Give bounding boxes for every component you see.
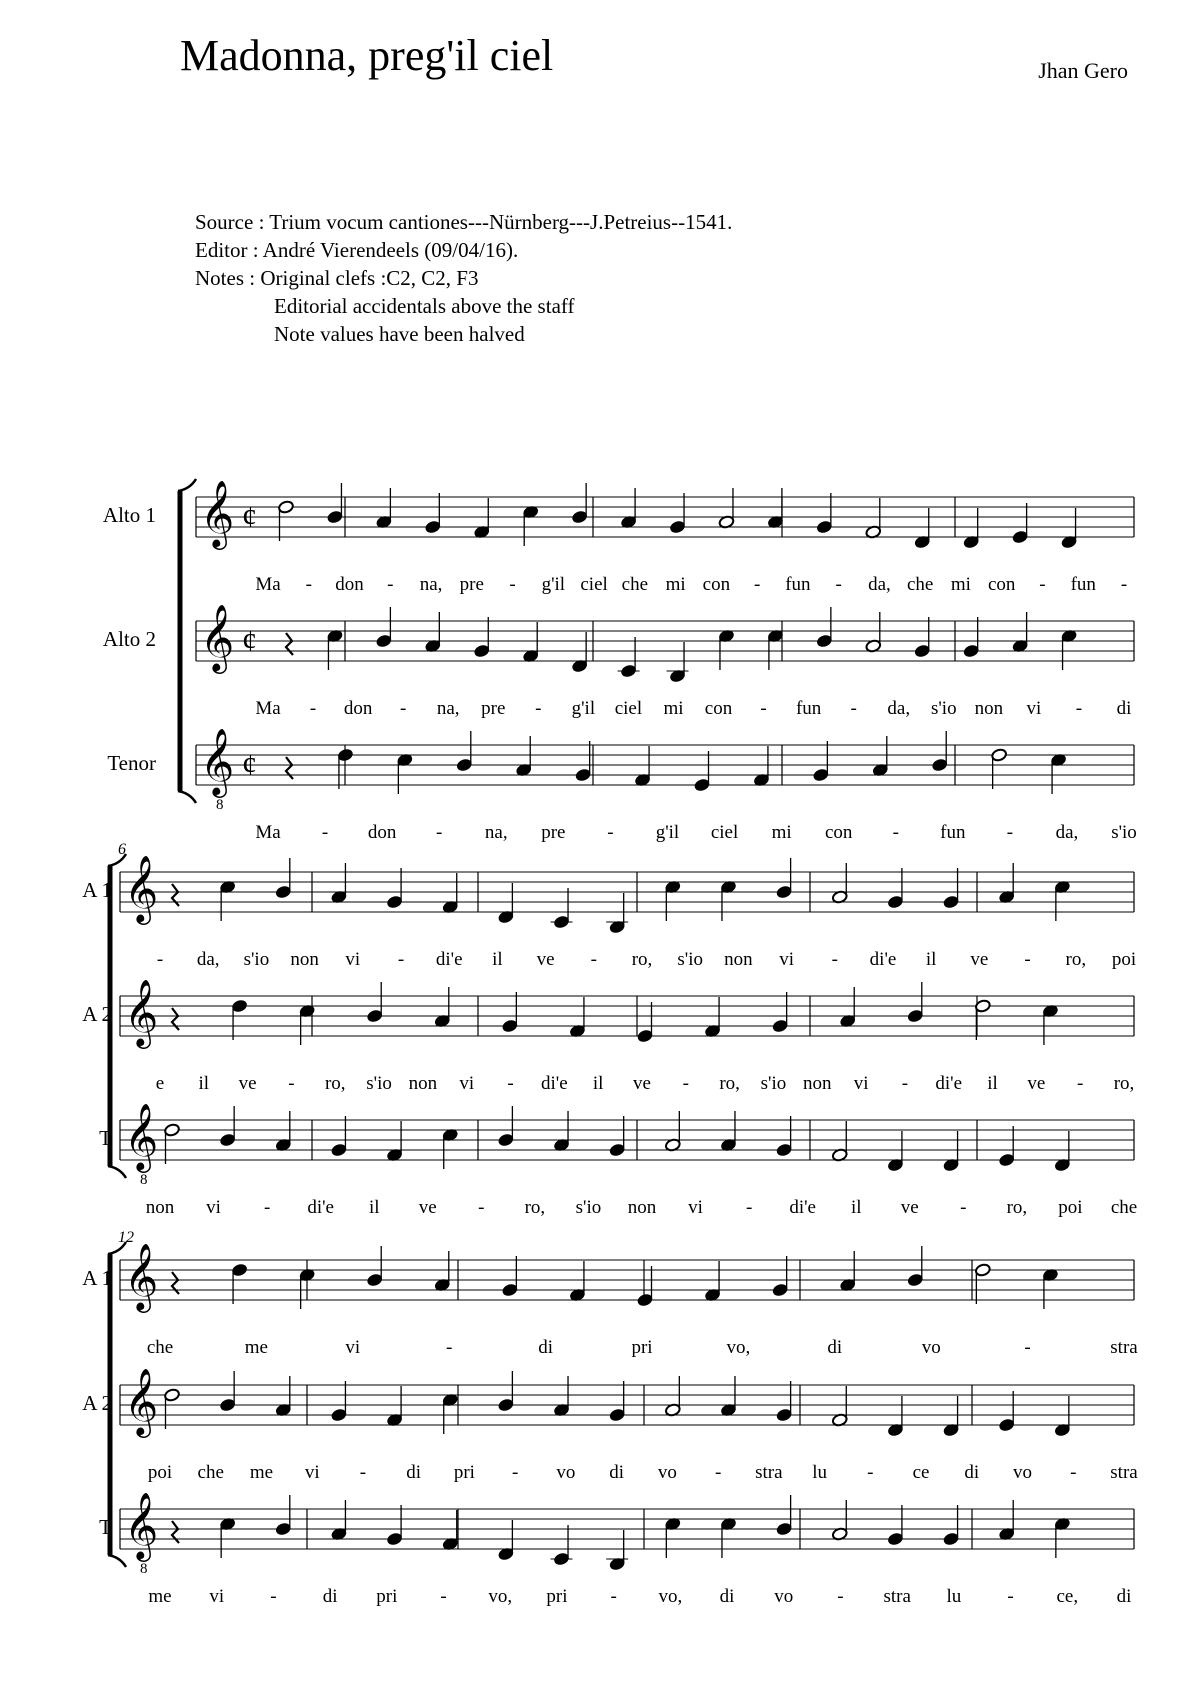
note-head bbox=[991, 748, 1008, 762]
lyric-syllable: da, bbox=[196, 949, 220, 970]
note-head bbox=[609, 1143, 626, 1157]
lyric-syllable: mi bbox=[663, 698, 684, 719]
lyric-syllable: don bbox=[343, 698, 373, 719]
lyric-syllable: - bbox=[156, 949, 164, 970]
treble-clef-icon: 𝄞 bbox=[124, 1104, 159, 1169]
lyric-syllable: s'io bbox=[930, 698, 957, 719]
lyric-syllable: ve bbox=[633, 1073, 651, 1094]
lyric-syllable: vi bbox=[459, 1073, 475, 1094]
clef-octave-marker: 8 bbox=[216, 797, 224, 813]
lyric-syllable: fun bbox=[1070, 574, 1096, 595]
lyric-syllable: pri bbox=[546, 1586, 568, 1607]
lyric-syllable: ciel bbox=[580, 574, 608, 595]
note-head bbox=[772, 1019, 789, 1033]
lyric-syllable: - bbox=[1120, 574, 1128, 595]
lyric-syllable: me bbox=[148, 1586, 172, 1607]
lyric-syllable: di bbox=[827, 1337, 843, 1358]
lyric-syllable: vi bbox=[304, 1462, 320, 1483]
lyric-syllable: Ma bbox=[255, 822, 281, 843]
lyric-syllable: - bbox=[440, 1586, 447, 1607]
note-head bbox=[231, 1263, 248, 1277]
note-head bbox=[907, 1009, 924, 1023]
lyric-syllable: s'io bbox=[760, 1073, 787, 1094]
note-head bbox=[275, 885, 292, 899]
lyric-syllable: - bbox=[309, 698, 317, 719]
lyric-syllable: na, bbox=[436, 698, 460, 719]
note-head bbox=[498, 1398, 515, 1412]
lyric-syllable: vi bbox=[209, 1586, 225, 1607]
part-name: A 2 bbox=[82, 1391, 112, 1415]
treble-clef-icon: 𝄞 bbox=[200, 481, 235, 546]
lyric-syllable: - bbox=[1007, 1586, 1014, 1607]
lyric-syllable: poi bbox=[1058, 1197, 1083, 1218]
lyric-syllable: - bbox=[1039, 574, 1046, 595]
lyric-syllable: che bbox=[621, 574, 649, 595]
lyric-syllable: - bbox=[1006, 822, 1014, 843]
lyric-syllable: g'il bbox=[571, 698, 596, 719]
lyric-syllable: che bbox=[1110, 1197, 1138, 1218]
lyric-syllable: ro, bbox=[719, 1073, 740, 1094]
lyric-syllable: vo bbox=[556, 1462, 576, 1483]
part-name: Alto 1 bbox=[102, 503, 156, 527]
lyric-syllable: vi bbox=[206, 1197, 221, 1218]
lyric-syllable: me bbox=[249, 1462, 274, 1483]
clef-octave-marker: 8 bbox=[140, 1561, 148, 1577]
treble-clef-icon: 𝄞 bbox=[124, 1244, 159, 1309]
lyric-syllable: di bbox=[322, 1586, 338, 1607]
lyric-syllable: mi bbox=[771, 822, 792, 843]
lyric-syllable: - bbox=[753, 574, 761, 595]
lyric-syllable: vi bbox=[779, 949, 794, 970]
lyric-syllable: - bbox=[305, 574, 312, 595]
lyric-syllable: - bbox=[399, 698, 407, 719]
part-name: Tenor bbox=[107, 751, 156, 775]
lyric-syllable: g'il bbox=[655, 822, 680, 843]
lyric-syllable: s'io bbox=[243, 949, 270, 970]
lyric-syllable: don bbox=[335, 574, 364, 595]
lyric-syllable: - bbox=[1070, 1462, 1077, 1483]
lyric-syllable: non bbox=[803, 1073, 832, 1094]
lyric-syllable: - bbox=[359, 1462, 367, 1483]
part-name: T bbox=[99, 1515, 112, 1539]
rest-icon bbox=[286, 757, 293, 779]
lyric-syllable: pre bbox=[541, 822, 566, 843]
treble-clef-icon: 𝄞 bbox=[200, 729, 235, 794]
lyric-syllable: con bbox=[824, 822, 853, 843]
rest-icon bbox=[172, 1008, 179, 1030]
lyric-syllable: di bbox=[1116, 1586, 1132, 1607]
note-head bbox=[963, 644, 980, 658]
notes-line: Notes : Original clefs :C2, C2, F3 bbox=[195, 266, 479, 290]
lyric-syllable: mi bbox=[665, 574, 686, 595]
lyric-syllable: - bbox=[387, 574, 394, 595]
lyric-syllable: ciel bbox=[710, 822, 739, 843]
lyric-syllable: di'e bbox=[307, 1197, 334, 1218]
lyric-syllable: poi bbox=[147, 1462, 173, 1483]
lyric-syllable: vo, bbox=[488, 1586, 513, 1607]
lyric-syllable: il bbox=[925, 949, 937, 970]
lyric-syllable: - bbox=[837, 1586, 844, 1607]
lyric-syllable: di'e bbox=[869, 949, 897, 970]
lyric-syllable: lu bbox=[812, 1462, 827, 1483]
note-head bbox=[327, 510, 344, 524]
lyric-syllable: ro, bbox=[1065, 949, 1087, 970]
lyric-syllable: vo bbox=[774, 1586, 794, 1607]
lyric-syllable: vi bbox=[853, 1073, 869, 1094]
note-head bbox=[575, 768, 592, 782]
lyric-syllable: me bbox=[244, 1337, 269, 1358]
lyric-syllable: di'e bbox=[435, 949, 463, 970]
lyric-syllable: ve bbox=[900, 1197, 919, 1218]
note-head bbox=[694, 778, 711, 792]
treble-clef-icon: 𝄞 bbox=[124, 980, 159, 1045]
lyric-syllable: - bbox=[714, 1462, 722, 1483]
lyric-syllable: vi bbox=[688, 1197, 703, 1218]
time-signature: ¢ bbox=[242, 749, 257, 782]
lyric-syllable: ve bbox=[536, 949, 555, 970]
lyric-syllable: - bbox=[607, 822, 614, 843]
lyric-syllable: con bbox=[702, 574, 731, 595]
bracket-bottom-hook bbox=[178, 791, 196, 803]
lyric-syllable: ro, bbox=[1113, 1073, 1135, 1094]
lyric-syllable: il bbox=[592, 1073, 604, 1094]
lyric-syllable: fun bbox=[795, 698, 822, 719]
note-head bbox=[386, 1532, 403, 1546]
lyric-syllable: di bbox=[538, 1337, 553, 1358]
note-head bbox=[998, 1153, 1015, 1167]
lyric-syllable: - bbox=[270, 1586, 277, 1607]
lyric-syllable: stra bbox=[755, 1462, 783, 1483]
lyric-syllable: lu bbox=[946, 1586, 962, 1607]
lyric-syllable: di bbox=[964, 1462, 980, 1483]
lyric-syllable: - bbox=[1024, 1337, 1031, 1358]
note-head bbox=[637, 1293, 654, 1307]
note-head bbox=[776, 1522, 793, 1536]
note-head bbox=[498, 1133, 515, 1147]
lyric-syllable: il bbox=[492, 949, 503, 970]
source-line: Source : Trium vocum cantiones---Nürnberg---J.Petreius--1541. bbox=[195, 210, 733, 234]
lyric-syllable: - bbox=[610, 1586, 617, 1607]
note-head bbox=[637, 1029, 654, 1043]
lyric-syllable: - bbox=[1024, 949, 1031, 970]
clef-octave-marker: 8 bbox=[140, 1172, 148, 1188]
lyric-syllable: fun bbox=[785, 574, 811, 595]
note-head bbox=[998, 1418, 1015, 1432]
measure-number: 12 bbox=[118, 1229, 134, 1246]
note-head bbox=[502, 1283, 519, 1297]
lyric-syllable: di'e bbox=[935, 1073, 963, 1094]
lyric-syllable: Ma bbox=[255, 574, 281, 595]
lyric-syllable: vi bbox=[345, 1337, 361, 1358]
page-title: Madonna, preg'il ciel bbox=[180, 31, 554, 80]
lyric-syllable: che bbox=[907, 574, 934, 595]
lyric-syllable: - bbox=[507, 1073, 514, 1094]
lyric-syllable: vo, bbox=[726, 1337, 751, 1358]
lyric-syllable: - bbox=[760, 698, 767, 719]
note-head bbox=[164, 1388, 181, 1402]
lyric-syllable: non bbox=[290, 949, 319, 970]
editor-line: Editor : André Vierendeels (09/04/16). bbox=[195, 238, 519, 262]
note-head bbox=[571, 510, 588, 524]
note-head bbox=[473, 644, 490, 658]
lyric-syllable: da, bbox=[887, 698, 911, 719]
lyric-syllable: di bbox=[1116, 698, 1132, 719]
lyric-syllable: - bbox=[1077, 1073, 1084, 1094]
composer-name: Jhan Gero bbox=[1038, 58, 1128, 83]
lyric-syllable: non bbox=[408, 1073, 438, 1094]
note-head bbox=[776, 1143, 793, 1157]
time-signature: ¢ bbox=[242, 625, 257, 658]
rest-icon bbox=[172, 1272, 179, 1294]
lyric-syllable: s'io bbox=[677, 949, 704, 970]
note-head bbox=[943, 895, 960, 909]
note-head bbox=[776, 1408, 793, 1422]
note-head bbox=[816, 634, 833, 648]
lyric-syllable: - bbox=[511, 1462, 519, 1483]
lyric-syllable: non bbox=[145, 1197, 175, 1218]
rest-icon bbox=[286, 633, 293, 655]
note-head bbox=[887, 895, 904, 909]
note-head bbox=[1012, 530, 1029, 544]
note-head bbox=[164, 1123, 181, 1137]
lyric-syllable: - bbox=[263, 1197, 271, 1218]
lyric-syllable: g'il bbox=[541, 574, 566, 595]
note-head bbox=[456, 758, 473, 772]
rest-icon bbox=[172, 1521, 179, 1543]
lyric-syllable: - bbox=[892, 822, 899, 843]
lyric-syllable: con bbox=[704, 698, 733, 719]
lyric-syllable: il bbox=[987, 1073, 998, 1094]
notes-line-3: Note values have been halved bbox=[274, 322, 525, 346]
lyric-syllable: ve bbox=[418, 1197, 437, 1218]
lyric-syllable: - bbox=[835, 574, 842, 595]
lyric-syllable: mi bbox=[950, 574, 971, 595]
lyric-syllable: stra bbox=[883, 1586, 911, 1607]
lyric-syllable: ciel bbox=[614, 698, 643, 719]
lyric-syllable: stra bbox=[1110, 1462, 1138, 1483]
lyric-syllable: stra bbox=[1110, 1337, 1138, 1358]
lyric-syllable: vo, bbox=[658, 1586, 683, 1607]
note-head bbox=[813, 768, 830, 782]
part-name: A 1 bbox=[82, 878, 112, 902]
note-head bbox=[219, 1133, 236, 1147]
lyric-syllable: il bbox=[368, 1197, 380, 1218]
lyric-syllable: na, bbox=[484, 822, 508, 843]
lyric-syllable: di'e bbox=[789, 1197, 816, 1218]
treble-clef-icon: 𝄞 bbox=[200, 605, 235, 670]
note-head bbox=[278, 500, 295, 514]
lyric-syllable: il bbox=[850, 1197, 862, 1218]
note-head bbox=[366, 1273, 383, 1287]
lyric-syllable: vo bbox=[921, 1337, 941, 1358]
lyric-syllable: - bbox=[509, 574, 516, 595]
lyric-syllable: na, bbox=[419, 574, 443, 595]
lyric-syllable: pri bbox=[376, 1586, 398, 1607]
lyric-syllable: vo bbox=[657, 1462, 677, 1483]
note-head bbox=[337, 748, 354, 762]
note-head bbox=[275, 1522, 292, 1536]
lyric-syllable: - bbox=[321, 822, 329, 843]
part-name: A 2 bbox=[82, 1002, 112, 1026]
lyric-syllable: fun bbox=[940, 822, 966, 843]
lyric-syllable: non bbox=[724, 949, 753, 970]
lyric-syllable: che bbox=[146, 1337, 174, 1358]
note-head bbox=[907, 1273, 924, 1287]
note-head bbox=[887, 1532, 904, 1546]
note-head bbox=[386, 895, 403, 909]
lyric-syllable: ro, bbox=[631, 949, 653, 970]
part-name: T bbox=[99, 1126, 112, 1150]
lyric-syllable: vi bbox=[1026, 698, 1042, 719]
lyric-syllable: con bbox=[987, 574, 1016, 595]
note-head bbox=[219, 1398, 236, 1412]
lyric-syllable: ce bbox=[912, 1462, 930, 1483]
time-signature: ¢ bbox=[242, 501, 257, 534]
lyric-syllable: ro, bbox=[524, 1197, 546, 1218]
lyric-syllable: - bbox=[831, 949, 838, 970]
lyric-syllable: - bbox=[901, 1073, 909, 1094]
lyric-syllable: - bbox=[682, 1073, 689, 1094]
bracket-top-hook bbox=[178, 479, 196, 491]
treble-clef-icon: 𝄞 bbox=[124, 856, 159, 921]
lyric-syllable: ro, bbox=[1006, 1197, 1028, 1218]
lyric-syllable: di'e bbox=[541, 1073, 568, 1094]
note-head bbox=[366, 1009, 383, 1023]
lyric-syllable: - bbox=[590, 949, 597, 970]
lyric-syllable: - bbox=[436, 822, 443, 843]
lyric-syllable: s'io bbox=[1111, 822, 1137, 843]
lyric-syllable: ve bbox=[970, 949, 989, 970]
lyric-syllable: e bbox=[155, 1073, 165, 1094]
lyric-syllable: - bbox=[446, 1337, 453, 1358]
treble-clef-icon: 𝄞 bbox=[124, 1369, 159, 1434]
part-name: A 1 bbox=[82, 1266, 112, 1290]
lyric-syllable: il bbox=[198, 1073, 210, 1094]
notes-line-2: Editorial accidentals above the staff bbox=[274, 294, 575, 318]
lyric-syllable: ro, bbox=[324, 1073, 346, 1094]
lyric-syllable: - bbox=[850, 698, 857, 719]
lyric-syllable: pri bbox=[453, 1462, 475, 1483]
note-head bbox=[914, 644, 931, 658]
part-name: Alto 2 bbox=[102, 627, 156, 651]
note-head bbox=[772, 1283, 789, 1297]
rest-icon bbox=[172, 884, 179, 906]
lyric-syllable: di bbox=[609, 1462, 625, 1483]
note-head bbox=[931, 758, 948, 772]
lyric-syllable: non bbox=[974, 698, 1004, 719]
lyric-syllable: da, bbox=[868, 574, 891, 595]
note-head bbox=[331, 1408, 348, 1422]
note-head bbox=[943, 1532, 960, 1546]
note-head bbox=[425, 520, 442, 534]
note-head bbox=[816, 520, 833, 534]
lyric-syllable: - bbox=[867, 1462, 874, 1483]
measure-number: 6 bbox=[118, 841, 126, 858]
lyric-syllable: non bbox=[627, 1197, 657, 1218]
lyric-syllable: don bbox=[367, 822, 397, 843]
lyric-syllable: da, bbox=[1055, 822, 1079, 843]
note-head bbox=[609, 1408, 626, 1422]
lyric-syllable: - bbox=[745, 1197, 753, 1218]
lyric-syllable: s'io bbox=[366, 1073, 392, 1094]
lyric-syllable: poi bbox=[1111, 949, 1137, 970]
note-head bbox=[376, 634, 393, 648]
lyric-syllable: - bbox=[960, 1197, 967, 1218]
lyric-syllable: ve bbox=[1027, 1073, 1046, 1094]
lyric-syllable: s'io bbox=[575, 1197, 602, 1218]
lyric-syllable: di bbox=[719, 1586, 735, 1607]
lyric-syllable: vi bbox=[345, 949, 361, 970]
lyric-syllable: che bbox=[197, 1462, 224, 1483]
lyric-syllable: - bbox=[1075, 698, 1083, 719]
lyric-syllable: pre bbox=[459, 574, 484, 595]
lyric-syllable: pre bbox=[481, 698, 506, 719]
lyric-syllable: vo bbox=[1013, 1462, 1033, 1483]
lyric-syllable: ce, bbox=[1056, 1586, 1079, 1607]
note-head bbox=[669, 520, 686, 534]
note-head bbox=[231, 999, 248, 1013]
lyric-syllable: ve bbox=[238, 1073, 257, 1094]
lyric-syllable: - bbox=[288, 1073, 295, 1094]
note-head bbox=[975, 1263, 992, 1277]
note-head bbox=[776, 885, 793, 899]
treble-clef-icon: 𝄞 bbox=[124, 1493, 159, 1558]
lyric-syllable: - bbox=[535, 698, 542, 719]
lyric-syllable: di bbox=[406, 1462, 422, 1483]
lyric-syllable: pri bbox=[631, 1337, 653, 1358]
note-head bbox=[502, 1019, 519, 1033]
lyric-syllable: - bbox=[478, 1197, 485, 1218]
lyric-syllable: Ma bbox=[255, 698, 281, 719]
note-head bbox=[331, 1143, 348, 1157]
lyric-syllable: - bbox=[397, 949, 405, 970]
